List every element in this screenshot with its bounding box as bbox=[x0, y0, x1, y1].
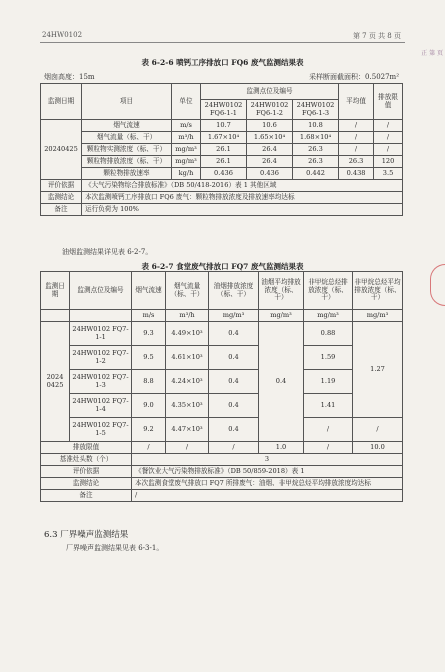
table2-unit: mg/m³ bbox=[304, 310, 353, 322]
chimney-height: 烟囱高度：15m bbox=[44, 73, 95, 81]
table2-cell: 24HW0102 FQ7-1-4 bbox=[70, 394, 132, 418]
table2-cell: 24HW0102 FQ7-1-3 bbox=[70, 370, 132, 394]
table2-basis: 《餐饮业大气污染物排放标准》（DB 50/859-2018）表 1 bbox=[132, 466, 403, 478]
table2-cell: 4.61×10³ bbox=[166, 346, 209, 370]
table2-cell: 8.8 bbox=[132, 370, 166, 394]
table1-cell: 26.1 bbox=[201, 156, 247, 168]
table2-cell: 0.4 bbox=[209, 346, 259, 370]
table2-limit: / bbox=[132, 442, 166, 454]
table2-cell: 9.0 bbox=[132, 394, 166, 418]
table2-cell: / bbox=[353, 418, 403, 442]
table1-cell: 26.3 bbox=[339, 156, 374, 168]
table2-note-label: 备注 bbox=[41, 490, 132, 502]
table2-cell: / bbox=[304, 418, 353, 442]
table2-speed-header: 烟气流速 bbox=[132, 272, 166, 310]
table1-limit-header: 排放限值 bbox=[374, 84, 403, 120]
table2-note: / bbox=[132, 490, 403, 502]
table2-unit-blank bbox=[41, 310, 70, 322]
table2-limit: 1.0 bbox=[259, 442, 304, 454]
table2-cell: 9.2 bbox=[132, 418, 166, 442]
table2-title: 表 6-2-7 食堂废气排放口 FQ7 废气监测结果表 bbox=[141, 262, 304, 271]
table1-date-header: 监测日期 bbox=[41, 84, 82, 120]
table2-cell: 9.5 bbox=[132, 346, 166, 370]
table1-point-2: 24HW0102 FQ6-1-2 bbox=[247, 100, 293, 120]
table2-conclusion: 本次监测食堂废气排放口 FQ7 所排废气：油烟、非甲烷总烃平均排放浓度均达标 bbox=[132, 478, 403, 490]
table2-unit: m/s bbox=[132, 310, 166, 322]
page-number: 第 7 页 共 8 页 bbox=[352, 32, 401, 40]
table1-cell: kg/h bbox=[172, 168, 201, 180]
table2-unit: m³/h bbox=[166, 310, 209, 322]
table1-cell: 10.6 bbox=[247, 120, 293, 132]
table1-cell: 颗粒物排放速率 bbox=[82, 168, 172, 180]
table2-basis-label: 评价依据 bbox=[41, 466, 132, 478]
table1-cell: 0.436 bbox=[201, 168, 247, 180]
page-header bbox=[0, 0, 445, 44]
table1-cell: 颗粒物实测浓度（标、干） bbox=[82, 144, 172, 156]
table1-cell: 0.442 bbox=[293, 168, 339, 180]
table2-oil-avg: 0.4 bbox=[259, 322, 304, 442]
table1-cell: m/s bbox=[172, 120, 201, 132]
table2-nmhc-avg-header: 非甲烷总烃平均排放浓度（标、干） bbox=[353, 272, 403, 310]
table2-nmhc-avg: 1.27 bbox=[353, 322, 403, 418]
table1-avg-header: 平均值 bbox=[339, 84, 374, 120]
table2-stove-label: 基准灶头数（个） bbox=[41, 454, 132, 466]
table1 bbox=[40, 83, 403, 216]
table1-cell: 1.67×10⁴ bbox=[201, 132, 247, 144]
table2-cell: 0.4 bbox=[209, 370, 259, 394]
table1-item-header: 项目 bbox=[82, 84, 172, 120]
table2-limit-label: 排放限值 bbox=[41, 442, 132, 454]
table1-cell: / bbox=[374, 144, 403, 156]
table2-oil-avg-header: 油烟平均排放浓度（标、干） bbox=[259, 272, 304, 310]
table2-flow-header: 烟气流量（标、干） bbox=[166, 272, 209, 310]
table1-point-3: 24HW0102 FQ6-1-3 bbox=[293, 100, 339, 120]
table2-limit: 10.0 bbox=[353, 442, 403, 454]
table2-cell: 9.3 bbox=[132, 322, 166, 346]
table1-unit-header: 单位 bbox=[172, 84, 201, 120]
table2-cell: 1.41 bbox=[304, 394, 353, 418]
table2-cell: 24HW0102 FQ7-1-5 bbox=[70, 418, 132, 442]
table2-cell: 4.24×10³ bbox=[166, 370, 209, 394]
section-text: 厂界噪声监测结果见表 6-3-1。 bbox=[66, 544, 164, 552]
table2-date: 2024 0425 bbox=[41, 322, 70, 442]
table2-cell: 1.59 bbox=[304, 346, 353, 370]
table1-basis: 《大气污染物综合排放标准》（DB 50/418-2016）表 1 其他区域 bbox=[82, 180, 403, 192]
table2-unit: mg/m³ bbox=[209, 310, 259, 322]
table1-cell: 26.3 bbox=[293, 156, 339, 168]
table1-conclusion-label: 监测结论 bbox=[41, 192, 82, 204]
table1-cell: 26.1 bbox=[201, 144, 247, 156]
table1-date: 20240425 bbox=[41, 120, 82, 180]
table1-cell: m³/h bbox=[172, 132, 201, 144]
table1-conclusion: 本次监测喷钙工序排放口 FQ6 废气：颗粒物排放浓度及排放速率均达标 bbox=[82, 192, 403, 204]
table2-nmhc-header: 非甲烷总烃排放浓度（标、干） bbox=[304, 272, 353, 310]
table1-basis-label: 评价依据 bbox=[41, 180, 82, 192]
table1-cell: 3.5 bbox=[374, 168, 403, 180]
table2-stove: 3 bbox=[132, 454, 403, 466]
table1-cell: / bbox=[339, 144, 374, 156]
table2-unit: mg/m³ bbox=[353, 310, 403, 322]
table1-cell: 1.68×10⁴ bbox=[293, 132, 339, 144]
table1-points-header: 监测点位及编号 bbox=[201, 84, 339, 100]
table2-limit: / bbox=[166, 442, 209, 454]
table2-cell: 4.35×10³ bbox=[166, 394, 209, 418]
cross-section-area: 采样断面截面积：0.5027m² bbox=[309, 73, 399, 81]
table1-cell: / bbox=[339, 132, 374, 144]
table2-point-header: 监测点位及编号 bbox=[70, 272, 132, 310]
table2-intro: 油烟监测结果详见表 6-2-7。 bbox=[62, 248, 153, 256]
table2-cell: 0.4 bbox=[209, 394, 259, 418]
table2-date-header: 监测日期 bbox=[41, 272, 70, 310]
table1-cell: 颗粒物排放浓度（标、干） bbox=[82, 156, 172, 168]
section-title: 6.3 厂界噪声监测结果 bbox=[44, 530, 129, 540]
table1-cell: / bbox=[374, 120, 403, 132]
table1-cell: 0.438 bbox=[339, 168, 374, 180]
table2-cell: 0.4 bbox=[209, 322, 259, 346]
table1-cell: 10.7 bbox=[201, 120, 247, 132]
table1-cell: mg/m³ bbox=[172, 144, 201, 156]
header-divider bbox=[40, 42, 405, 43]
table1-note: 运行负荷为 100% bbox=[82, 204, 403, 216]
table1-cell: / bbox=[374, 132, 403, 144]
table1-cell: 26.4 bbox=[247, 144, 293, 156]
table2-cell: 0.4 bbox=[209, 418, 259, 442]
table1-cell: 0.436 bbox=[247, 168, 293, 180]
table1-cell: 26.3 bbox=[293, 144, 339, 156]
table1-cell: 烟气流速 bbox=[82, 120, 172, 132]
table2-cell: 0.88 bbox=[304, 322, 353, 346]
table2-cell: 4.47×10³ bbox=[166, 418, 209, 442]
table1-cell: 10.8 bbox=[293, 120, 339, 132]
table2-limit: / bbox=[209, 442, 259, 454]
table2 bbox=[40, 271, 403, 502]
table1-cell: mg/m³ bbox=[172, 156, 201, 168]
table1-cell: 120 bbox=[374, 156, 403, 168]
table1-title: 表 6-2-6 喷钙工序排放口 FQ6 废气监测结果表 bbox=[141, 58, 304, 67]
table2-conclusion-label: 监测结论 bbox=[41, 478, 132, 490]
table2-cell: 24HW0102 FQ7-1-2 bbox=[70, 346, 132, 370]
table2-unit-blank bbox=[70, 310, 132, 322]
table1-cell: 1.65×10⁴ bbox=[247, 132, 293, 144]
table2-limit: / bbox=[304, 442, 353, 454]
table2-oil-header: 油烟排放浓度（标、干） bbox=[209, 272, 259, 310]
table2-unit: mg/m³ bbox=[259, 310, 304, 322]
doc-id: 24HW0102 bbox=[42, 31, 83, 39]
table2-cell: 24HW0102 FQ7-1-1 bbox=[70, 322, 132, 346]
table1-cell: 烟气流量（标、干） bbox=[82, 132, 172, 144]
side-mark: 正 第 页 bbox=[421, 50, 443, 57]
table2-cell: 4.49×10³ bbox=[166, 322, 209, 346]
table1-point-1: 24HW0102 FQ6-1-1 bbox=[201, 100, 247, 120]
table1-note-label: 备注 bbox=[41, 204, 82, 216]
table1-cell: / bbox=[339, 120, 374, 132]
table1-cell: 26.4 bbox=[247, 156, 293, 168]
table2-cell: 1.19 bbox=[304, 370, 353, 394]
